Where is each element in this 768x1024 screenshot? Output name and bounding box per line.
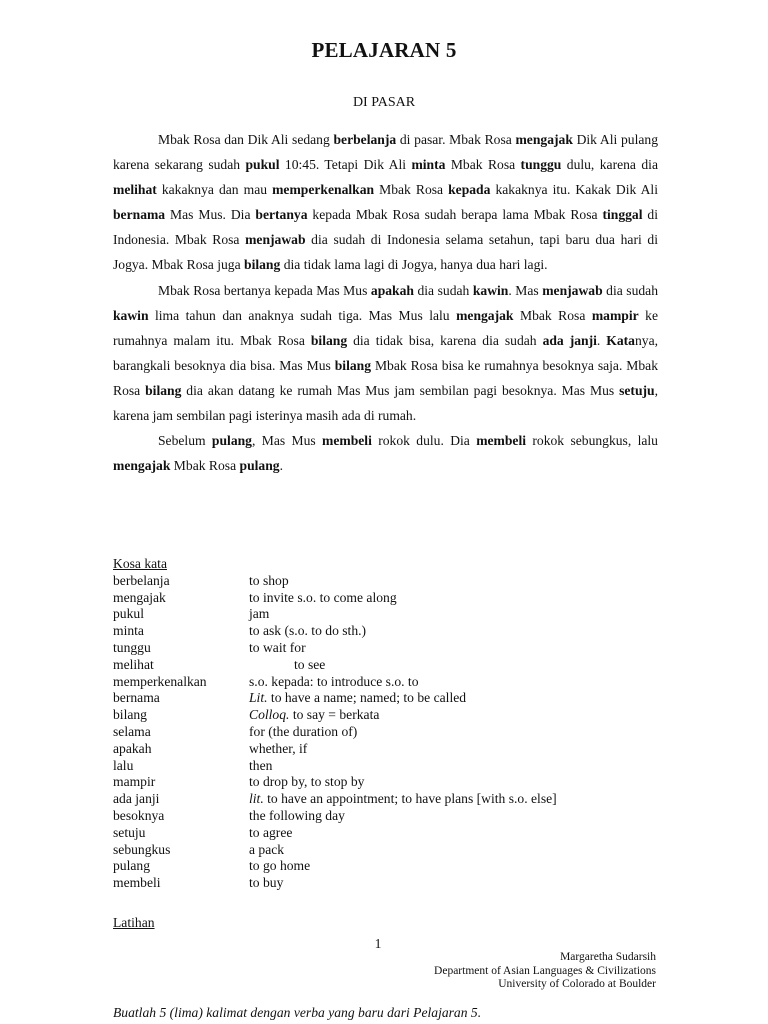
text-run: dia tidak bisa, karena dia sudah: [347, 332, 543, 348]
text-run: rokok dulu. Dia: [371, 433, 477, 449]
text-run: Mbak Rosa bertanya kepada Mas Mus: [158, 282, 371, 298]
vocabulary-definition: [249, 657, 325, 674]
text-run: Dik Ali pulang karena sekarang sudah: [113, 132, 658, 173]
keyword: apakah: [370, 282, 414, 298]
vocabulary-definition: [249, 875, 283, 892]
text-run: Sebelum: [158, 433, 212, 449]
keyword: mampir: [591, 307, 639, 323]
vocabulary-section: [113, 556, 673, 892]
text-run: to buy: [249, 875, 284, 891]
text-run: to invite s.o. to come along: [249, 589, 397, 605]
vocabulary-row: [113, 791, 673, 808]
vocabulary-row: [113, 758, 673, 775]
usage-note: lit.: [249, 791, 264, 807]
story-body: [113, 127, 658, 478]
text-run: a pack: [249, 841, 285, 857]
department-name: Department of Asian Languages & Civilizations: [434, 964, 656, 977]
text-run: dia sudah: [413, 282, 473, 298]
university-name: University of Colorado at Boulder: [498, 978, 656, 991]
vocabulary-definition: [249, 623, 366, 640]
vocabulary-definition: [249, 606, 269, 623]
keyword: bernama: [113, 207, 166, 223]
text-run: then: [249, 757, 273, 773]
text-run: Mas Mus. Dia: [165, 207, 256, 223]
text-run: 10:45. Tetapi Dik Ali: [279, 157, 412, 173]
text-run: Mbak Rosa: [170, 458, 240, 474]
page-number: 1: [374, 936, 382, 951]
usage-note: Lit.: [249, 690, 268, 706]
vocabulary-definition: [249, 741, 307, 758]
vocabulary-word: selama: [113, 723, 151, 739]
vocabulary-row: [113, 858, 673, 875]
section-subtitle: DI PASAR: [352, 95, 416, 110]
keyword: melihat: [113, 182, 157, 198]
vocabulary-row: [113, 623, 673, 640]
vocabulary-word: lalu: [113, 757, 134, 773]
keyword: kepada: [448, 182, 491, 198]
text-run: di Indonesia. Mbak Rosa: [113, 207, 658, 248]
text-run: , Mas Mus: [251, 433, 323, 449]
text-run: to drop by, to stop by: [249, 774, 365, 790]
text-run: kepada Mbak Rosa sudah berapa lama Mbak Rosa: [307, 207, 603, 223]
vocabulary-row: [113, 674, 673, 691]
vocabulary-row: [113, 707, 673, 724]
text-run: ke rumahnya malam itu. Mbak Rosa: [113, 307, 659, 348]
vocabulary-word: setuju: [113, 824, 146, 840]
vocabulary-word: pulang: [113, 858, 150, 874]
exercise-heading: Latihan: [113, 915, 155, 930]
text-run: Mbak Rosa dan Dik Ali sedang: [158, 132, 334, 147]
text-run: kakaknya itu. Kakak Dik Ali: [490, 182, 658, 198]
vocabulary-row: [113, 724, 673, 741]
text-run: lima tahun dan anaknya sudah tiga. Mas Mus lalu: [148, 307, 457, 323]
vocabulary-row: [113, 573, 673, 590]
story-paragraph: [113, 428, 658, 478]
vocabulary-word: minta: [113, 623, 144, 639]
text-run: Mbak Rosa: [374, 182, 449, 198]
keyword: membeli: [322, 433, 372, 449]
vocabulary-definition: [249, 858, 310, 875]
text-run: dia akan datang ke rumah Mas Mus jam sembilan pagi besoknya. Mas Mus: [181, 382, 620, 398]
vocabulary-word: bernama: [113, 690, 160, 706]
text-run: to have an appointment; to have plans [with s.o. else]: [263, 791, 557, 807]
keyword: tunggu: [520, 157, 562, 173]
text-run: to see: [294, 656, 326, 672]
text-run: s.o. kepada: to introduce s.o. to: [249, 673, 419, 689]
vocabulary-word: memperkenalkan: [113, 673, 207, 689]
text-run: dia tidak lama lagi di Jogya, hanya dua hari lagi.: [280, 257, 548, 273]
vocabulary-row: [113, 640, 673, 657]
vocabulary-definition: [249, 808, 345, 825]
text-run: to wait for: [249, 639, 306, 655]
vocabulary-definition: [249, 590, 397, 607]
vocabulary-definition: [249, 674, 419, 691]
vocabulary-definition: [249, 707, 379, 724]
vocabulary-word: pukul: [113, 606, 144, 622]
vocabulary-row: [113, 590, 673, 607]
vocabulary-word: melihat: [113, 656, 154, 672]
text-run: to have a name; named; to be called: [267, 690, 467, 706]
author-name: Margaretha Sudarsih: [560, 951, 656, 963]
text-run: .: [596, 332, 607, 348]
keyword: menjawab: [245, 232, 306, 248]
keyword: kawin: [472, 282, 509, 298]
vocabulary-definition: [249, 791, 557, 808]
vocabulary-row: [113, 606, 673, 623]
vocabulary-definition: [249, 573, 289, 590]
text-run: dulu, karena dia: [561, 157, 658, 173]
usage-note: Colloq.: [249, 707, 290, 723]
text-run: Mbak Rosa: [513, 307, 592, 323]
text-run: to agree: [249, 824, 293, 840]
keyword: pulang: [239, 458, 280, 474]
vocabulary-definition: [249, 774, 364, 791]
text-run: kakaknya dan mau: [156, 182, 273, 198]
keyword: memperkenalkan: [272, 182, 375, 198]
vocabulary-list: [113, 573, 673, 892]
keyword: mengajak: [515, 132, 573, 147]
vocabulary-word: bilang: [113, 707, 147, 723]
text-run: Mbak Rosa bisa ke rumahnya besoknya saja. Mbak Rosa: [113, 357, 658, 398]
vocabulary-row: [113, 657, 673, 674]
story-paragraph: [113, 127, 658, 278]
vocabulary-word: tunggu: [113, 639, 151, 655]
keyword: bilang: [310, 332, 348, 348]
vocabulary-row: [113, 875, 673, 892]
keyword: bilang: [145, 382, 182, 398]
keyword: minta: [411, 157, 446, 173]
text-run: rokok sebungkus, lalu: [526, 433, 658, 449]
text-run: .: [279, 458, 283, 474]
text-run: to shop: [249, 572, 289, 588]
keyword: mengajak: [456, 307, 514, 323]
text-run: , karena jam sembilan pagi isterinya masih ada di rumah.: [113, 382, 658, 424]
text-run: . Mas: [508, 282, 543, 298]
text-run: whether, if: [249, 740, 308, 756]
text-run: jam: [249, 606, 270, 622]
vocabulary-definition: [249, 842, 284, 859]
text-run: di pasar. Mbak Rosa: [396, 132, 516, 147]
text-run: nya, barangkali besoknya dia bisa. Mas Mus: [113, 332, 658, 373]
text-run: dia sudah di Indonesia selama setahun, tapi baru dua hari di Jogya. Mbak Rosa juga: [113, 232, 658, 273]
author-footer: [434, 951, 656, 992]
vocabulary-definition: [249, 724, 357, 741]
text-run: the following day: [249, 807, 345, 823]
vocabulary-definition: [249, 690, 466, 707]
keyword: menjawab: [542, 282, 603, 298]
vocabulary-heading: Kosa kata: [113, 556, 167, 571]
vocabulary-row: [113, 690, 673, 707]
keyword: bilang: [334, 357, 372, 373]
vocabulary-word: sebungkus: [113, 841, 171, 857]
text-run: to ask (s.o. to do sth.): [249, 623, 367, 639]
vocabulary-word: berbelanja: [113, 572, 170, 588]
vocabulary-word: apakah: [113, 740, 152, 756]
keyword: kawin: [113, 307, 149, 323]
keyword: pukul: [245, 157, 280, 173]
keyword: Kata: [606, 332, 635, 348]
story-paragraph: [113, 278, 658, 429]
keyword: setuju: [619, 382, 655, 398]
vocabulary-row: [113, 808, 673, 825]
vocabulary-definition: [249, 640, 306, 657]
vocabulary-row: [113, 825, 673, 842]
text-run: Mbak Rosa: [445, 157, 521, 173]
keyword: membeli: [476, 433, 527, 449]
text-run: to say = berkata: [289, 707, 380, 723]
keyword: bilang: [244, 257, 281, 273]
page-title: PELAJARAN 5: [311, 38, 457, 62]
vocabulary-definition: [249, 825, 292, 842]
vocabulary-row: [113, 842, 673, 859]
vocabulary-word: mengajak: [113, 589, 166, 605]
vocabulary-word: membeli: [113, 875, 161, 891]
text-run: for (the duration of): [249, 723, 358, 739]
keyword: bertanya: [255, 207, 308, 223]
vocabulary-word: besoknya: [113, 807, 165, 823]
text-run: dia sudah: [602, 282, 658, 298]
keyword: mengajak: [113, 458, 171, 474]
vocabulary-word: ada janji: [113, 791, 160, 807]
exercise-instruction: Buatlah 5 (lima) kalimat dengan verba yang baru dari Pelajaran 5.: [113, 1005, 482, 1020]
keyword: tinggal: [602, 207, 643, 223]
keyword: ada janji: [542, 332, 597, 348]
keyword: pulang: [211, 433, 252, 449]
vocabulary-word: mampir: [113, 774, 156, 790]
vocabulary-row: [113, 741, 673, 758]
text-run: to go home: [249, 858, 311, 874]
vocabulary-row: [113, 774, 673, 791]
keyword: berbelanja: [333, 132, 397, 147]
vocabulary-definition: [249, 758, 272, 775]
